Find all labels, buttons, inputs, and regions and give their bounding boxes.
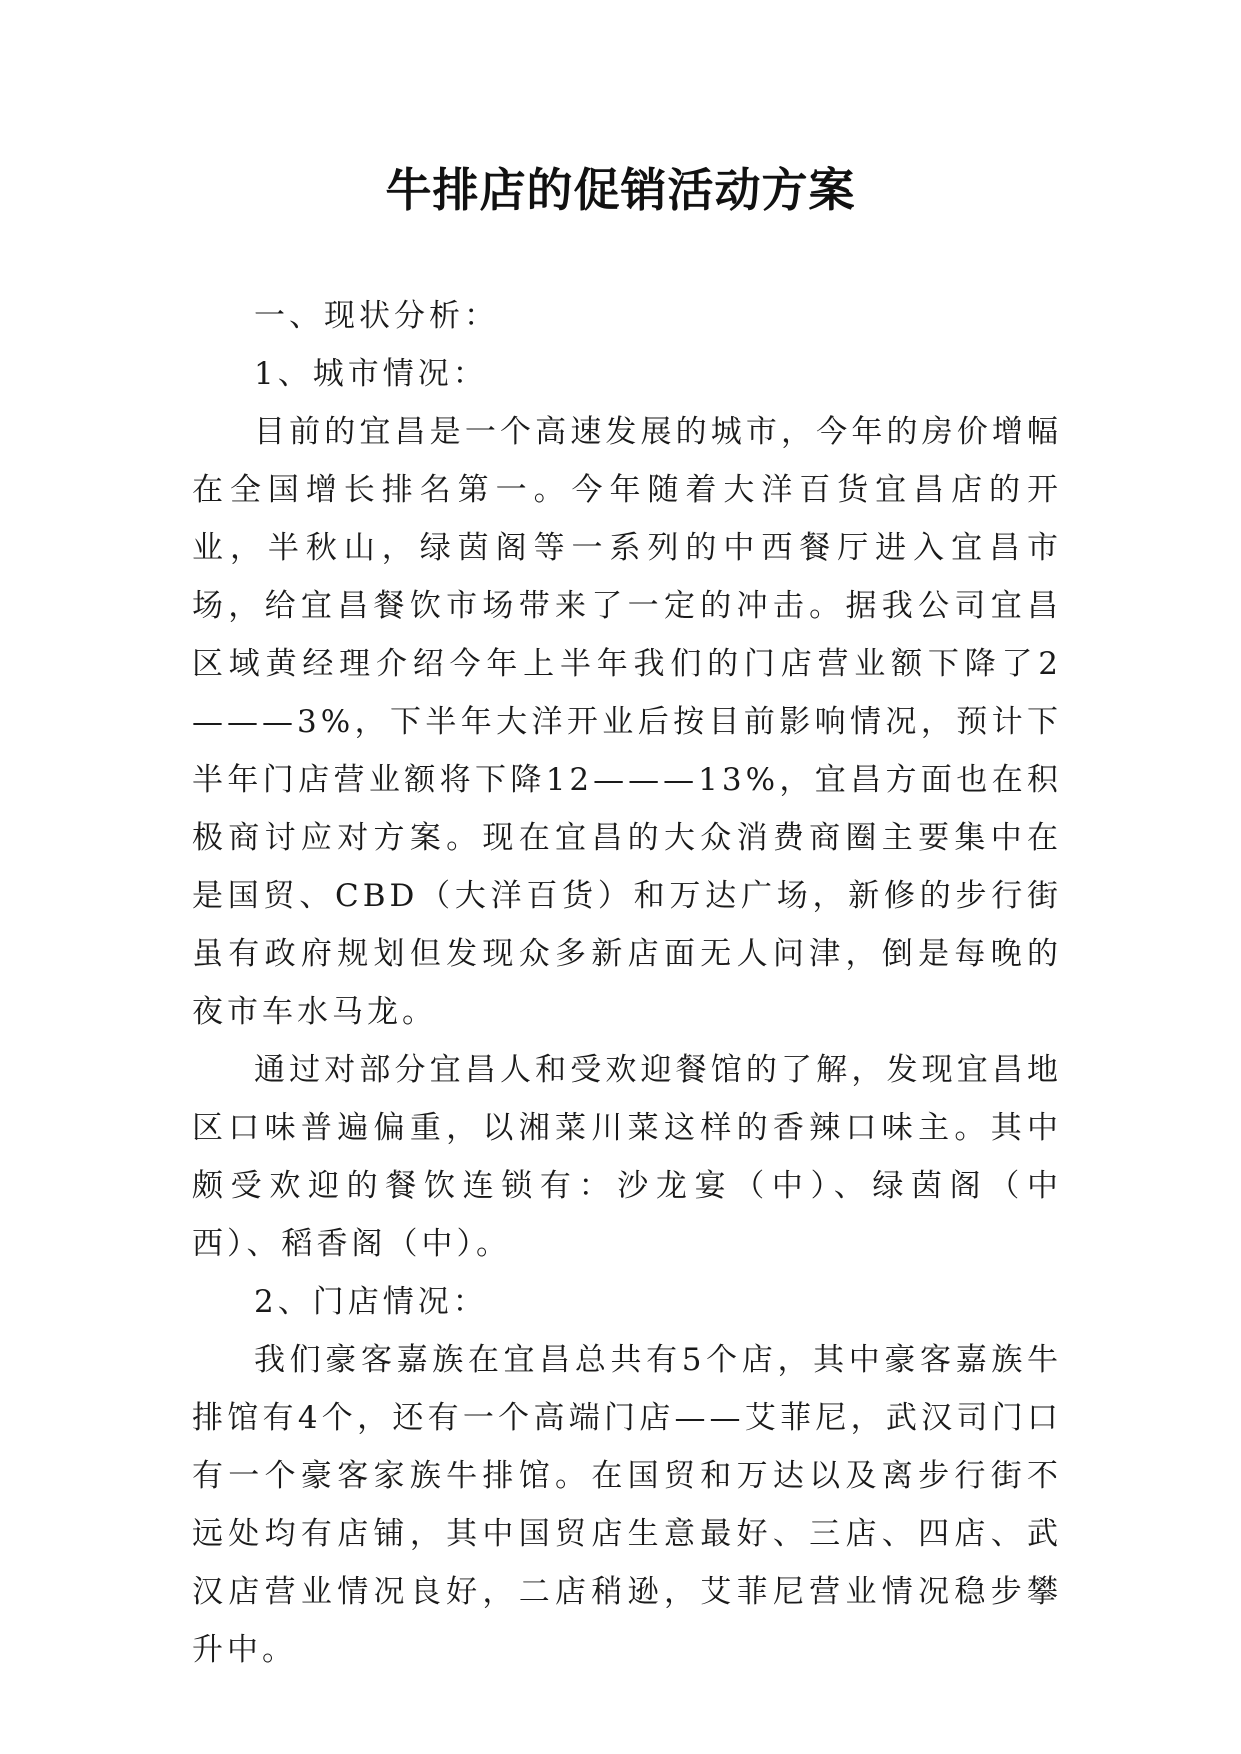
subsection-heading-stores: 2、门店情况： xyxy=(254,1284,488,1320)
paragraph-city-situation: 目前的宜昌是一个高速发展的城市，今年的房价增幅在全国增长排名第一。今年随着大洋百货宜昌店的开业，半秋山，绿茵阁等一系列的中西餐厅进入宜昌市场，给宜昌餐饮市场带来了一定的冲击。据我公司宜昌区域黄经理介绍今年上半年我们的门店营业额下降了2———3%，下半年大洋开业后按目前影响情况，预计下半年门店营业额将下降12———13%，宜昌方面也在积极商讨应对方案。现在宜昌的大众消费商圈主要集中在是国贸、CBD（大洋百货）和万达广场，新修的步行街虽有政府规划但发现众多新店面无人问津，倒是每晚的夜市车水马龙。 xyxy=(192,414,1062,1030)
paragraph-store-situation: 我们豪客嘉族在宜昌总共有5个店，其中豪客嘉族牛排馆有4个，还有一个高端门店——艾菲尼，武汉司门口有一个豪客家族牛排馆。在国贸和万达以及离步行街不远处均有店铺，其中国贸店生意最好、三店、四店、武汉店营业情况良好，二店稍逊，艾菲尼营业情况稳步攀升中。 xyxy=(192,1342,1062,1668)
document-body xyxy=(192,287,1062,1679)
section-heading-status-analysis: 一、现状分析： xyxy=(254,298,499,334)
subsection-heading-city: 1、城市情况： xyxy=(254,356,488,392)
document-title: 牛排店的促销活动方案 xyxy=(385,163,856,217)
paragraph-local-taste: 通过对部分宜昌人和受欢迎餐馆的了解，发现宜昌地区口味普遍偏重，以湘菜川菜这样的香辣口味主。其中颇受欢迎的餐饮连锁有：沙龙宴（中）、绿茵阁（中西）、稻香阁（中）。 xyxy=(192,1052,1062,1262)
